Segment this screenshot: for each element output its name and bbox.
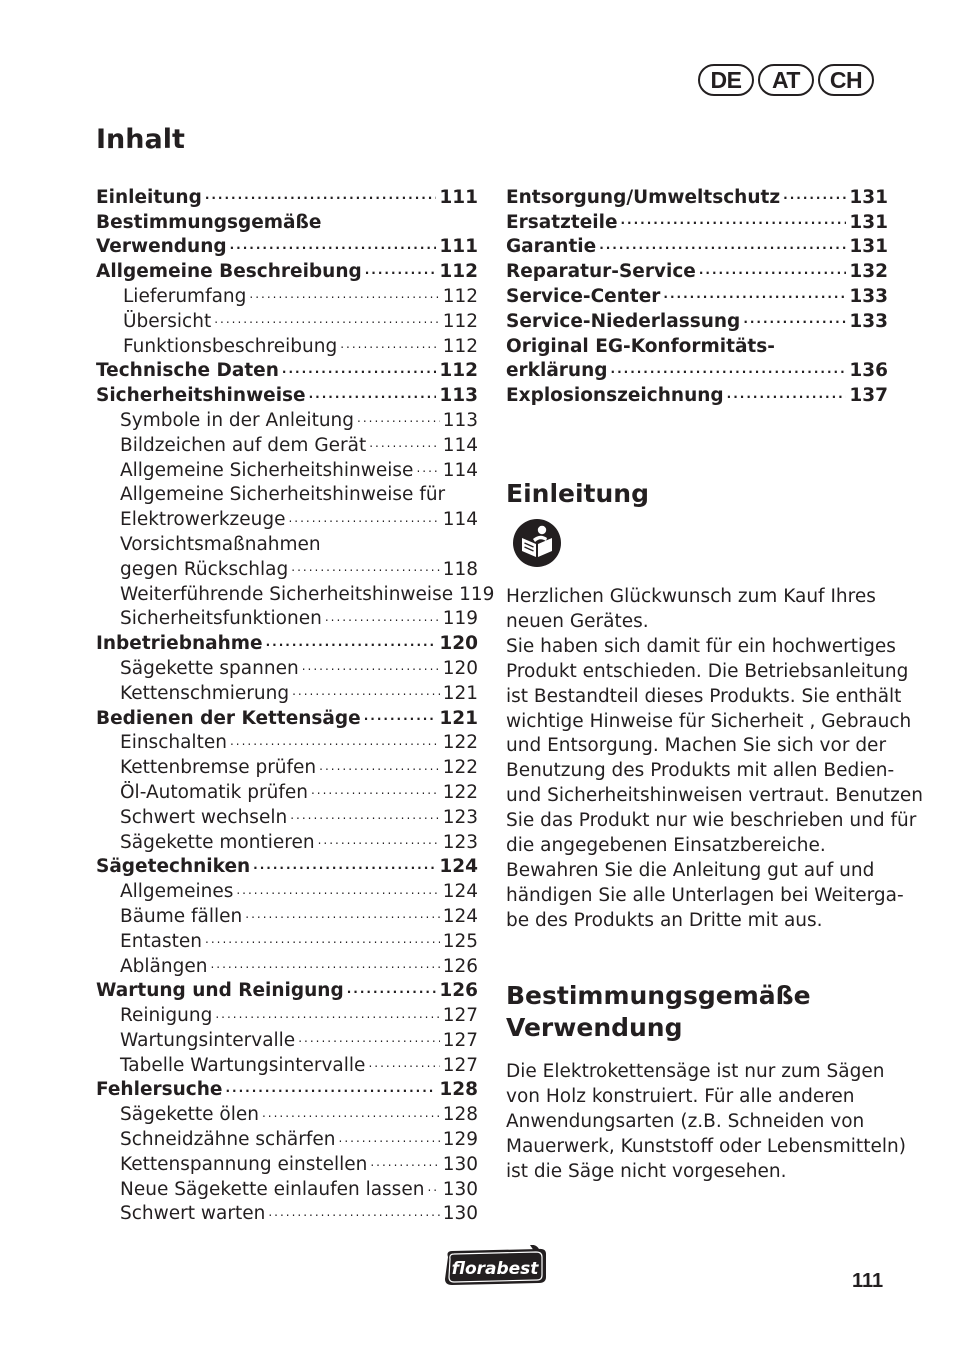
toc-entry-title: Elektrowerkzeuge (120, 509, 286, 531)
toc-dot-leader (370, 1152, 439, 1175)
toc-entry[interactable] (96, 282, 478, 307)
toc-entry-page: 126 (442, 955, 478, 977)
toc-entry-title: Reparatur-Service (506, 261, 696, 283)
verwendung-text (506, 1060, 906, 1185)
toc-dot-leader (357, 408, 440, 431)
toc-dot-leader (325, 607, 440, 630)
toc-entry-page: 124 (442, 881, 478, 903)
toc-entry-title: Entsorgung/Umweltschutz (506, 186, 781, 208)
toc-entry-title: Weiterführende Sicherheitshinweise (120, 583, 454, 605)
toc-entry[interactable] (96, 1076, 478, 1101)
toc-entry-page: 128 (442, 1104, 478, 1126)
toc-entry-page: 124 (439, 856, 478, 878)
toc-entry[interactable] (506, 208, 888, 233)
toc-entry[interactable] (96, 778, 478, 803)
toc-entry-title: Sägekette spannen (120, 657, 299, 679)
toc-right-column (506, 183, 888, 406)
toc-entry-title: Schwert warten (120, 1203, 266, 1225)
toc-entry[interactable] (96, 1150, 478, 1175)
toc-entry[interactable] (96, 1001, 478, 1026)
toc-dot-leader (205, 185, 437, 208)
toc-dot-leader (225, 1078, 436, 1101)
toc-entry-page: 112 (442, 285, 478, 307)
toc-entry-page: 128 (439, 1079, 478, 1101)
toc-dot-leader (311, 780, 440, 803)
toc-entry[interactable] (96, 183, 478, 208)
toc-dot-leader (266, 632, 437, 655)
toc-entry-page: 112 (442, 310, 478, 332)
toc-entry[interactable] (96, 605, 478, 630)
text-line: neuen Gerätes. (506, 610, 649, 632)
toc-dot-leader (663, 284, 846, 307)
toc-entry-title: Schwert wechseln (120, 806, 288, 828)
toc-dot-leader (699, 260, 847, 283)
toc-dot-leader (368, 1053, 439, 1076)
toc-entry[interactable] (96, 431, 478, 456)
toc-entry-page: 131 (849, 186, 888, 208)
toc-entry[interactable] (96, 877, 478, 902)
toc-dot-leader (318, 830, 440, 853)
toc-entry-title: Lieferumfang (123, 285, 247, 307)
toc-dot-leader (347, 979, 437, 1002)
toc-entry[interactable] (506, 257, 888, 282)
toc-entry-title: Neue Sägekette einlaufen lassen (120, 1178, 425, 1200)
toc-entry[interactable] (96, 580, 495, 605)
text-line: wichtige Hinweise für Sicherheit , Gebrauch (506, 710, 912, 732)
text-line: Sie haben sich damit für ein hochwertiges (506, 635, 896, 657)
toc-dot-leader (214, 309, 439, 332)
toc-entry-page: 113 (439, 385, 478, 407)
toc-entry-title: Entasten (120, 930, 203, 952)
toc-entry[interactable] (96, 977, 478, 1002)
toc-entry[interactable] (506, 381, 888, 406)
toc-entry[interactable] (96, 1200, 478, 1225)
toc-entry-page: 131 (849, 211, 888, 233)
toc-entry-title: Service-Niederlassung (506, 310, 741, 332)
toc-dot-leader (599, 235, 846, 258)
toc-entry-page: 120 (442, 657, 478, 679)
toc-entry-page: 127 (442, 1029, 478, 1051)
toc-dot-leader (215, 1004, 439, 1027)
toc-entry[interactable] (506, 282, 888, 307)
toc-entry-title: erklärung (506, 360, 608, 382)
toc-entry[interactable] (96, 952, 478, 977)
toc-entry-page: 119 (459, 583, 495, 605)
toc-dot-leader (783, 185, 846, 208)
toc-entry[interactable] (96, 803, 478, 828)
toc-entry-title: Original EG-Konformitäts- (506, 335, 775, 357)
toc-entry-title: Bäume fällen (120, 905, 243, 927)
toc-entry[interactable] (96, 1100, 478, 1125)
read-manual-icon (512, 518, 562, 568)
toc-entry[interactable] (96, 729, 478, 754)
florabest-logo (440, 1245, 552, 1289)
toc-entry-page: 126 (439, 980, 478, 1002)
toc-entry[interactable] (506, 183, 888, 208)
toc-entry[interactable] (96, 629, 478, 654)
toc-entry-title: Kettenspannung einstellen (120, 1153, 368, 1175)
toc-entry-title: Einleitung (96, 186, 202, 208)
toc-entry-page: 123 (442, 806, 478, 828)
toc-entry[interactable] (96, 481, 478, 506)
toc-entry[interactable] (96, 679, 478, 704)
toc-entry-page: 122 (442, 781, 478, 803)
toc-dot-leader (743, 309, 846, 332)
toc-entry[interactable] (96, 381, 478, 406)
toc-entry-title: Explosionszeichnung (506, 385, 724, 407)
text-line: Anwendungsarten (z.B. Schneiden von (506, 1110, 865, 1132)
toc-entry-page: 121 (439, 707, 478, 729)
toc-entry[interactable] (96, 530, 478, 555)
toc-entry-title: Sägekette montieren (120, 831, 315, 853)
toc-dot-leader (236, 880, 439, 903)
toc-entry[interactable] (96, 853, 478, 878)
toc-dot-leader (621, 210, 847, 233)
toc-entry[interactable] (96, 704, 478, 729)
toc-dot-leader (282, 359, 436, 382)
toc-dot-leader (319, 756, 440, 779)
verwendung-heading (506, 980, 811, 1044)
toc-dot-leader (288, 508, 439, 531)
toc-entry-title: Sägekette ölen (120, 1104, 259, 1126)
text-line: ist die Säge nicht vorgesehen. (506, 1160, 787, 1182)
toc-dot-leader (268, 1202, 439, 1225)
toc-entry-page: 133 (849, 310, 888, 332)
toc-entry-page: 136 (849, 360, 888, 382)
toc-entry-title: Tabelle Wartungsintervalle (120, 1054, 366, 1076)
text-line: Mauerwerk, Kunststoff oder Lebensmitteln) (506, 1135, 906, 1157)
toc-entry[interactable] (96, 902, 478, 927)
toc-entry[interactable] (96, 1125, 478, 1150)
toc-entry-page: 129 (442, 1129, 478, 1151)
toc-dot-leader (253, 855, 436, 878)
text-line: Sie das Produkt nur wie beschrieben und für (506, 810, 917, 832)
toc-entry[interactable] (96, 257, 478, 282)
toc-entry-title: gegen Rückschlag (120, 558, 289, 580)
toc-entry-title: Bildzeichen auf dem Gerät (120, 434, 367, 456)
language-badges (698, 64, 874, 96)
text-line: Benutzung des Produkts mit allen Bedien- (506, 760, 895, 782)
toc-dot-leader (727, 384, 847, 407)
toc-entry[interactable] (506, 357, 888, 382)
toc-dot-leader (339, 1128, 440, 1151)
toc-dot-leader (249, 284, 439, 307)
toc-entry-page: 132 (849, 261, 888, 283)
toc-dot-leader (309, 384, 437, 407)
toc-entry-page: 121 (442, 682, 478, 704)
toc-entry-page: 131 (849, 236, 888, 258)
toc-entry[interactable] (96, 357, 478, 382)
toc-entry-page: 114 (442, 509, 478, 531)
einleitung-heading: Einleitung (506, 479, 649, 508)
toc-dot-leader (302, 656, 440, 679)
toc-entry-page: 112 (442, 335, 478, 357)
toc-entry-page: 130 (442, 1203, 478, 1225)
toc-entry[interactable] (96, 307, 478, 332)
toc-dot-leader (340, 334, 440, 357)
toc-entry-page: 120 (439, 633, 478, 655)
toc-entry-title: Allgemeines (120, 881, 234, 903)
toc-entry-title: Ersatzteile (506, 211, 618, 233)
text-line: und Sicherheitshinweisen vertraut. Benutzen (506, 785, 923, 807)
text-line: Herzlichen Glückwunsch zum Kauf Ihres (506, 586, 876, 607)
toc-dot-leader (210, 954, 439, 977)
toc-entry-page: 122 (442, 757, 478, 779)
toc-dot-leader (230, 731, 440, 754)
verwendung-heading-line2: Verwendung (506, 1013, 683, 1042)
toc-entry-title: Einschalten (120, 732, 227, 754)
toc-entry-title: Wartungsintervalle (120, 1029, 296, 1051)
toc-dot-leader (291, 557, 439, 580)
toc-entry[interactable] (96, 828, 478, 853)
toc-entry-title: Ablängen (120, 955, 208, 977)
toc-entry-title: Allgemeine Sicherheitshinweise für (120, 484, 446, 506)
toc-entry[interactable] (96, 753, 478, 778)
toc-entry[interactable] (96, 927, 478, 952)
toc-entry-page: 111 (439, 186, 478, 208)
toc-dot-leader (245, 904, 439, 927)
toc-entry-title: Funktionsbeschreibung (123, 335, 338, 357)
toc-entry-title: Öl-Automatik prüfen (120, 781, 308, 803)
toc-entry-title: Verwendung (96, 236, 227, 258)
text-line: ist Bestandteil dieses Produkts. Sie enthält (506, 685, 902, 707)
page-number: 111 (852, 1270, 884, 1292)
toc-entry-title: Technische Daten (96, 360, 279, 382)
einleitung-text (506, 585, 923, 934)
toc-entry-title: Sicherheitsfunktionen (120, 608, 322, 630)
toc-entry-page: 119 (442, 608, 478, 630)
toc-entry-page: 124 (442, 905, 478, 927)
text-line: von Holz konstruiert. Für alle anderen (506, 1085, 855, 1107)
language-badge-at: AT (758, 64, 814, 96)
text-line: be des Produkts an Dritte mit aus. (506, 909, 823, 931)
toc-entry-title: Sicherheitshinweise (96, 385, 306, 407)
toc-heading: Inhalt (96, 124, 185, 155)
text-line: händigen Sie alle Unterlagen bei Weiterga- (506, 884, 904, 906)
toc-entry-title: Wartung und Reinigung (96, 980, 344, 1002)
toc-entry[interactable] (96, 654, 478, 679)
toc-entry[interactable] (96, 555, 478, 580)
toc-entry-page: 114 (442, 459, 478, 481)
text-line: die angegebenen Einsatzbereiche. (506, 835, 826, 857)
toc-entry-page: 130 (442, 1153, 478, 1175)
text-line: Die Elektrokettensäge ist nur zum Sägen (506, 1061, 885, 1082)
toc-entry[interactable] (506, 233, 888, 258)
toc-entry-title: Übersicht (123, 310, 212, 332)
toc-entry-page: 127 (442, 1005, 478, 1027)
toc-entry-title: Fehlersuche (96, 1079, 223, 1101)
toc-entry-page: 112 (439, 261, 478, 283)
toc-entry-page: 118 (442, 558, 478, 580)
toc-entry-title: Bedienen der Kettensäge (96, 707, 361, 729)
toc-entry-title: Service-Center (506, 285, 661, 307)
toc-entry-title: Inbetriebnahme (96, 633, 263, 655)
text-line: und Entsorgung. Machen Sie sich vor der (506, 735, 887, 757)
svg-text:florabest: florabest (451, 1259, 539, 1279)
toc-entry-title: Schneidzähne schärfen (120, 1129, 336, 1151)
text-line: Bewahren Sie die Anleitung gut auf und (506, 859, 875, 881)
toc-entry-title: Garantie (506, 236, 597, 258)
toc-entry-title: Allgemeine Sicherheitshinweise (120, 459, 414, 481)
toc-entry[interactable] (96, 1175, 478, 1200)
toc-dot-leader (416, 458, 439, 481)
toc-entry-title: Kettenschmierung (120, 682, 290, 704)
toc-left-column (96, 183, 495, 1225)
verwendung-heading-line1: Bestimmungsgemäße (506, 981, 811, 1010)
toc-entry-page: 113 (442, 409, 478, 431)
toc-dot-leader (262, 1103, 440, 1126)
toc-dot-leader (364, 706, 437, 729)
toc-entry-page: 130 (442, 1178, 478, 1200)
toc-dot-leader (369, 433, 439, 456)
toc-dot-leader (292, 681, 440, 704)
toc-entry[interactable] (96, 233, 478, 258)
toc-entry-title: Sägetechniken (96, 856, 251, 878)
language-badge-ch: CH (818, 64, 874, 96)
toc-dot-leader (290, 805, 440, 828)
language-badge-de: DE (698, 64, 754, 96)
toc-entry[interactable] (96, 1026, 478, 1051)
toc-entry[interactable] (96, 505, 478, 530)
toc-entry[interactable] (96, 208, 478, 233)
toc-entry-title: Reinigung (120, 1005, 213, 1027)
toc-dot-leader (230, 235, 437, 258)
toc-dot-leader (298, 1028, 439, 1051)
toc-entry-page: 112 (439, 360, 478, 382)
toc-entry-page: 127 (442, 1054, 478, 1076)
toc-dot-leader (365, 260, 437, 283)
toc-entry[interactable] (96, 456, 478, 481)
toc-entry[interactable] (96, 406, 478, 431)
toc-entry-title: Vorsichtsmaßnahmen (120, 533, 321, 555)
toc-entry-title: Bestimmungsgemäße (96, 211, 322, 233)
toc-entry-title: Symbole in der Anleitung (120, 409, 355, 431)
text-line: Produkt entschieden. Die Betriebsanleitung (506, 660, 909, 682)
toc-entry-title: Kettenbremse prüfen (120, 757, 317, 779)
toc-entry-page: 133 (849, 285, 888, 307)
toc-dot-leader (205, 929, 440, 952)
toc-entry-page: 137 (849, 385, 888, 407)
toc-dot-leader (611, 359, 847, 382)
toc-entry-title: Allgemeine Beschreibung (96, 261, 362, 283)
toc-entry-page: 125 (442, 930, 478, 952)
toc-entry[interactable] (96, 332, 478, 357)
toc-entry[interactable] (96, 1051, 478, 1076)
toc-entry-page: 111 (439, 236, 478, 258)
toc-entry-page: 122 (442, 732, 478, 754)
toc-dot-leader (427, 1177, 439, 1200)
toc-entry-page: 114 (442, 434, 478, 456)
toc-entry-page: 123 (442, 831, 478, 853)
toc-entry[interactable] (506, 332, 888, 357)
toc-entry[interactable] (506, 307, 888, 332)
